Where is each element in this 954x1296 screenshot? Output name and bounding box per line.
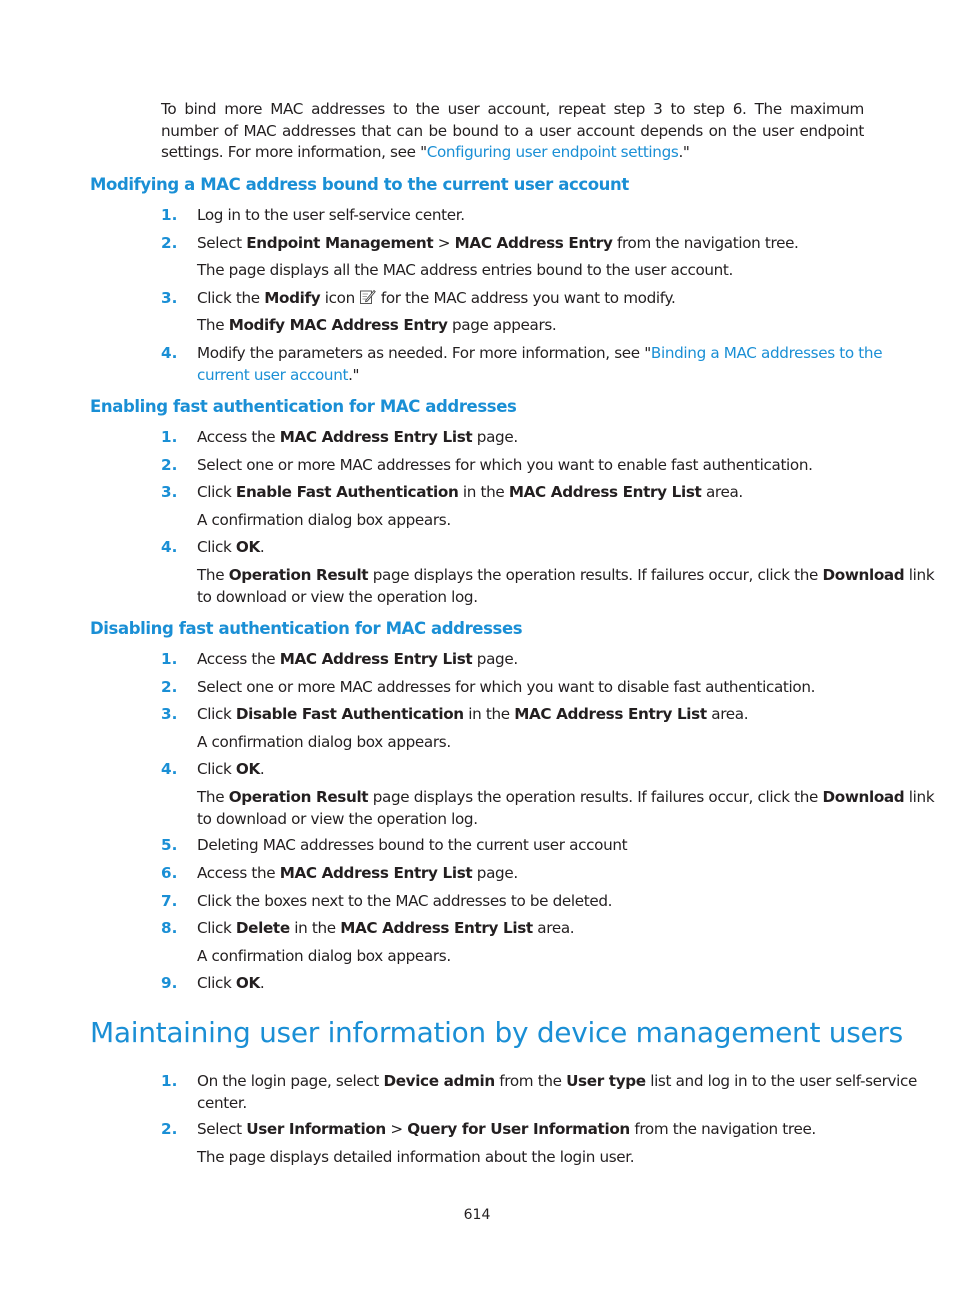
step-text: Access the MAC Address Entry List page. [197, 650, 518, 668]
step-number: 2. [161, 1120, 178, 1138]
step-number: 1. [161, 650, 178, 668]
step-number: 1. [161, 428, 178, 446]
step-text: Select Endpoint Management > MAC Address Entry from the navigation tree. [197, 234, 799, 252]
link-configuring-user-endpoint-settings[interactable]: Configuring user endpoint settings [426, 143, 679, 161]
step-number: 8. [161, 919, 178, 937]
step-text: Click Delete in the MAC Address Entry List area. [197, 919, 575, 937]
step-number: 1. [161, 206, 178, 224]
step-number: 5. [161, 836, 178, 854]
step-text: Click Enable Fast Authentication in the MAC Address Entry List area. [197, 483, 743, 501]
step-text: Select User Information > Query for User Information from the navigation tree. [197, 1120, 816, 1138]
step-number: 6. [161, 864, 178, 882]
label-modify-mac-address-entry: Modify MAC Address Entry [228, 316, 448, 334]
heading-maintaining-user-information: Maintaining user information by device management users [90, 1016, 903, 1049]
step-text: Click the Modify icon for the MAC address you want to modify. [197, 288, 865, 312]
step-number: 3. [161, 705, 178, 723]
page-number: 614 [463, 1207, 491, 1223]
step-note: The Operation Result page displays the operation results. If failures occur, click the Download link to download or view the operation log. [197, 566, 935, 606]
step-note: The page displays detailed information about the login user. [197, 1148, 635, 1166]
step-number: 2. [161, 456, 178, 474]
step-note: The Modify MAC Address Entry page appears. [197, 316, 557, 334]
step-number: 4. [161, 538, 178, 556]
step-text: Click the boxes next to the MAC addresses to be deleted. [197, 892, 613, 910]
step-number: 2. [161, 234, 178, 252]
step-number: 3. [161, 289, 178, 307]
link-binding-mac-addresses-cont[interactable]: current user account [197, 365, 349, 384]
step-note: A confirmation dialog box appears. [197, 511, 451, 529]
intro-text-end: ." [678, 143, 690, 161]
intro-paragraph [161, 99, 864, 164]
heading-modifying-mac: Modifying a MAC address bound to the current user account [90, 175, 629, 194]
step-text: Click Disable Fast Authentication in the MAC Address Entry List area. [197, 705, 749, 723]
step-note: The page displays all the MAC address entries bound to the user account. [197, 261, 734, 279]
step-text: On the login page, select Device admin from the User type list and log in to the user self-service center. [197, 1072, 918, 1112]
step-text: Click OK. [197, 760, 265, 778]
step-number: 7. [161, 892, 178, 910]
step-text: Access the MAC Address Entry List page. [197, 428, 518, 446]
step-note: A confirmation dialog box appears. [197, 733, 451, 751]
step-number: 4. [161, 344, 178, 362]
step-note: The Operation Result page displays the operation results. If failures occur, click the Download link to download or view the operation log. [197, 788, 935, 828]
step-text: Modify the parameters as needed. For more information, see "Binding a MAC addresses to the current user account." [197, 344, 883, 384]
menu-endpoint-management: Endpoint Management [246, 234, 434, 252]
step-text: Select one or more MAC addresses for which you want to disable fast authentication. [197, 678, 816, 696]
label-modify: Modify [264, 289, 321, 307]
heading-disabling-fast-auth: Disabling fast authentication for MAC addresses [90, 619, 523, 638]
step-text: Click OK. [197, 538, 265, 556]
step-number: 1. [161, 1072, 178, 1090]
step-number: 4. [161, 760, 178, 778]
step-text: Click OK. [197, 974, 265, 992]
step-number: 9. [161, 974, 178, 992]
step-note: A confirmation dialog box appears. [197, 947, 451, 965]
step-text: Log in to the user self-service center. [197, 206, 465, 224]
step-text: Deleting MAC addresses bound to the current user account [197, 836, 628, 854]
step-text: Access the MAC Address Entry List page. [197, 864, 518, 882]
link-binding-mac-addresses[interactable]: Binding a MAC addresses to the [650, 344, 883, 362]
menu-mac-address-entry: MAC Address Entry [454, 234, 613, 252]
step-number: 2. [161, 678, 178, 696]
modify-icon [359, 288, 376, 312]
step-number: 3. [161, 483, 178, 501]
step-text: Select one or more MAC addresses for which you want to enable fast authentication. [197, 456, 813, 474]
heading-enabling-fast-auth: Enabling fast authentication for MAC addresses [90, 397, 517, 416]
intro-text: To bind more MAC addresses to the user account, repeat step 3 to step 6. The maximum number of MAC addresses that can be bound to a user account depends on the user endpoint settings. For more information, see " [161, 100, 864, 161]
